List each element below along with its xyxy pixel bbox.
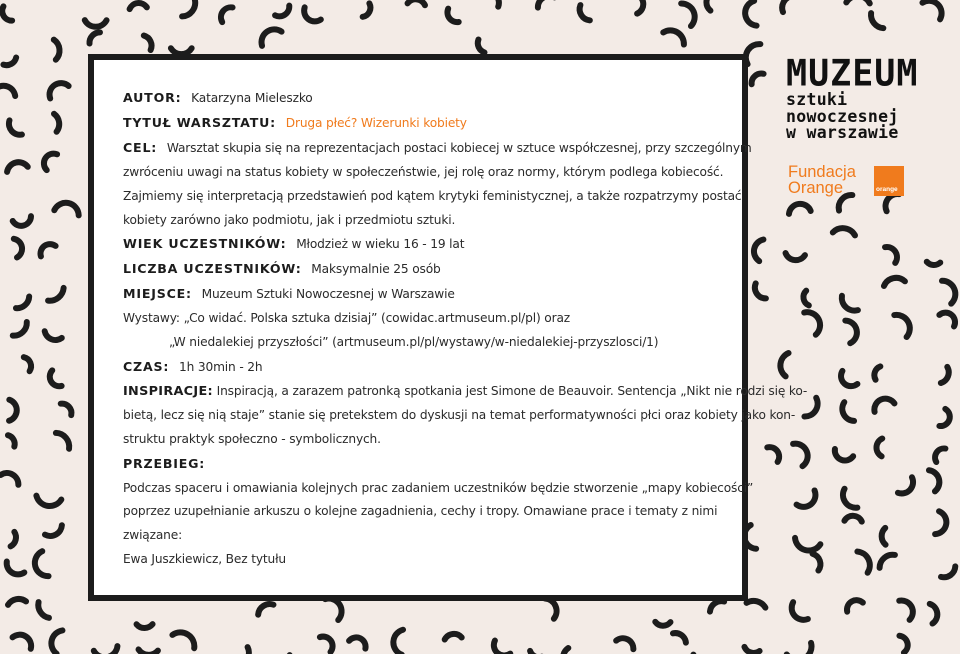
pattern-arc	[870, 13, 885, 28]
pattern-arc	[54, 199, 81, 221]
pattern-arc	[46, 628, 70, 653]
pattern-arc	[93, 644, 117, 654]
count-row	[123, 257, 723, 282]
pattern-arc	[794, 490, 819, 509]
pattern-arc	[6, 435, 17, 446]
pattern-arc	[46, 80, 70, 98]
pattern-arc	[837, 369, 857, 391]
pattern-arc	[8, 119, 22, 137]
time-value: 1h 30min - 2h	[178, 359, 263, 374]
pattern-arc	[3, 400, 20, 423]
pattern-arc	[258, 603, 273, 616]
pattern-arc	[809, 554, 823, 571]
pattern-arc	[7, 160, 28, 175]
pattern-arc	[45, 40, 65, 60]
pattern-arc	[785, 643, 814, 654]
pattern-arc	[941, 566, 955, 578]
pattern-arc	[5, 532, 20, 547]
sponsor-line: Orange	[788, 179, 844, 197]
pattern-arc	[48, 369, 61, 388]
pattern-arc	[655, 615, 670, 630]
author-value: Katarzyna Mieleszko	[191, 91, 313, 105]
pattern-arc	[320, 634, 335, 654]
pattern-arc	[927, 255, 940, 268]
pattern-arc	[936, 409, 953, 429]
logo-line: w warszawie	[786, 123, 899, 142]
pattern-arc	[579, 5, 591, 20]
pattern-arc	[61, 403, 72, 417]
pattern-arc	[8, 594, 26, 612]
pattern-arc	[691, 649, 715, 654]
inspiration-line: struktu praktyk społeczno - symbolicznych.	[123, 431, 381, 446]
pattern-arc	[873, 438, 889, 457]
place-row	[123, 282, 723, 307]
pattern-arc	[673, 631, 686, 645]
pattern-arc	[775, 352, 798, 376]
inspiration-row	[123, 380, 808, 404]
logo-line: nowoczesnej	[786, 106, 899, 126]
pattern-arc	[16, 296, 29, 309]
pattern-arc	[842, 402, 855, 421]
pattern-arc	[2, 6, 12, 21]
pattern-arc	[942, 281, 956, 304]
pattern-arc	[926, 470, 940, 491]
pattern-arc	[274, 6, 290, 17]
age-label: WIEK UCZESTNIKÓW:	[123, 236, 287, 252]
pattern-arc	[799, 398, 822, 418]
sponsor-line: Fundacja	[788, 163, 856, 181]
pattern-arc	[894, 313, 911, 338]
logo-title: MUZEUM	[786, 53, 919, 95]
process-row	[123, 452, 723, 477]
pattern-arc	[702, 0, 719, 11]
pattern-arc	[744, 0, 759, 26]
logo-line: sztuki	[786, 90, 848, 109]
pattern-arc	[871, 366, 885, 379]
pattern-arc	[930, 511, 950, 536]
inspiration-line: Inspiracją, a zarazem patronką spotkania jest Simone de Beauvoir. Sentencja „Nikt nie rodzi się ko-	[216, 383, 808, 398]
pattern-arc	[845, 599, 864, 612]
process-line: związane:	[123, 528, 183, 543]
pattern-arc	[751, 73, 765, 84]
pattern-arc	[447, 7, 459, 23]
pattern-arc	[44, 325, 62, 344]
workshop-description	[123, 86, 808, 572]
pattern-arc	[1, 469, 21, 490]
pattern-arc	[543, 599, 557, 619]
pattern-arc	[45, 0, 69, 7]
pattern-arc	[885, 245, 898, 264]
pattern-arc	[833, 222, 856, 245]
pattern-arc	[779, 0, 796, 12]
pattern-arc	[877, 528, 894, 545]
author-row	[123, 86, 723, 111]
pattern-arc	[21, 357, 33, 371]
pattern-arc	[538, 0, 555, 8]
pattern-arc	[616, 634, 635, 654]
pattern-arc	[884, 274, 905, 293]
process-line: Podczas spaceru i omawiania kolejnych prac zadaniem uczestników będzie stworzenie „mapy kobiecości”	[123, 480, 754, 495]
title-value: Druga płeć? Wizerunki kobiety	[285, 115, 467, 130]
exhibitions-line: Wystawy: „Co widać. Polska sztuka dzisiaj” (cowidac.artmuseum.pl/pl) oraz	[123, 311, 571, 326]
time-label: CZAS:	[123, 358, 170, 374]
pattern-arc	[880, 555, 895, 568]
pattern-arc	[832, 445, 853, 464]
pattern-arc	[4, 557, 24, 579]
pattern-arc	[872, 397, 895, 412]
pattern-arc	[530, 648, 542, 654]
pattern-arc	[558, 648, 576, 654]
pattern-arc	[136, 616, 152, 632]
place-label: MIEJSCE:	[123, 286, 192, 302]
pattern-arc	[897, 636, 908, 653]
pattern-arc	[922, 0, 945, 23]
pattern-arc	[180, 0, 198, 16]
place-value: Muzeum Sztuki Nowoczesnej w Warszawie	[201, 287, 455, 302]
pattern-arc	[0, 81, 16, 102]
pattern-arc	[663, 25, 686, 50]
count-label: LICZBA UCZESTNIKÓW:	[123, 261, 302, 277]
title-row	[123, 111, 723, 136]
pattern-arc	[749, 238, 770, 262]
process-line: poprzez uzupełnianie arkuszu o kolejne zagadnienia, cechy i tropy. Omawiane prace i tematy z nimi	[123, 504, 718, 519]
pattern-arc	[84, 11, 107, 31]
info-card	[88, 54, 808, 601]
pattern-arc	[841, 293, 858, 314]
pattern-arc	[34, 551, 48, 577]
pattern-arc	[747, 596, 766, 615]
pattern-arc	[3, 55, 16, 67]
pattern-arc	[10, 239, 23, 258]
goal-line: Zajmiemy się interpretacją przedstawień pod kątem krytyki feministycznej, a także rozpatrzymy postać	[123, 188, 742, 203]
pattern-arc	[172, 627, 197, 654]
process-label: PRZEBIEG:	[123, 455, 206, 471]
pattern-arc	[217, 6, 236, 23]
pattern-arc	[632, 0, 644, 14]
pattern-arc	[89, 32, 101, 43]
exhibitions-line: „W niedalekiej przyszłości” (artmuseum.pl/pl/wystawy/w-niedalekiej-przyszlosci/1)	[169, 335, 659, 350]
pattern-arc	[55, 433, 69, 449]
pattern-arc	[846, 0, 871, 13]
goal-line: Warsztat skupia się na reprezentacjach postaci kobiecej w sztuce współczesnej, przy szczególnym	[166, 140, 752, 155]
process-line: Ewa Juszkiewicz, Bez tytułu	[123, 552, 286, 567]
age-value: Młodzież w wieku 16 - 19 lat	[296, 237, 465, 252]
pattern-arc	[38, 242, 57, 256]
pattern-arc	[408, 0, 426, 12]
pattern-arc	[141, 36, 154, 50]
author-label: AUTOR:	[123, 90, 182, 105]
pattern-arc	[13, 216, 31, 226]
pattern-arc	[359, 3, 374, 17]
goal-line: kobiety zarówno jako podmiotu, jak i przedmiotu sztuki.	[123, 212, 456, 227]
pattern-arc	[710, 600, 724, 613]
pattern-arc	[258, 27, 284, 46]
pattern-arc	[230, 647, 252, 654]
time-row	[123, 355, 723, 380]
pattern-arc	[899, 599, 914, 622]
pattern-arc	[45, 524, 62, 537]
orange-badge-text: orange	[876, 186, 898, 193]
pattern-arc	[804, 310, 822, 336]
pattern-arc	[390, 628, 411, 654]
pattern-arc	[40, 150, 60, 170]
pattern-arc	[789, 599, 808, 623]
pattern-arc	[845, 321, 857, 344]
inspiration-line: bietą, lecz się nią staje” stanie się pretekstem do dyskusji na temat performatywności płci oraz kobiety jako kon-	[123, 407, 796, 422]
pattern-arc	[924, 604, 940, 624]
pattern-arc	[801, 290, 814, 305]
goal-line: zwróceniu uwagi na status kobiety w społeczeństwie, jej rolę oraz normy, którym podlega kobiecość.	[123, 164, 724, 179]
pattern-arc	[130, 0, 148, 15]
pattern-arc	[856, 552, 871, 573]
pattern-arc	[936, 367, 953, 383]
pattern-arc	[491, 638, 511, 654]
pattern-arc	[36, 602, 52, 618]
pattern-arc	[34, 487, 61, 511]
pattern-arc	[483, 0, 501, 10]
title-label: TYTUŁ WARSZTATU:	[123, 114, 277, 130]
pattern-arc	[793, 442, 809, 467]
age-row	[123, 232, 723, 257]
pattern-arc	[13, 630, 35, 653]
pattern-arc	[767, 445, 780, 463]
pattern-arc	[895, 477, 917, 496]
goal-row	[123, 136, 752, 161]
pattern-arc	[349, 634, 368, 652]
pattern-arc	[681, 3, 695, 26]
goal-label: CEL:	[123, 139, 158, 155]
pattern-arc	[744, 641, 759, 654]
pattern-arc	[755, 283, 766, 298]
pattern-arc	[12, 322, 27, 336]
museum-logo	[786, 53, 946, 142]
pattern-arc	[844, 512, 862, 528]
pattern-arc	[939, 309, 958, 329]
count-value: Maksymalnie 25 osób	[311, 262, 441, 277]
orange-badge	[874, 166, 904, 196]
pattern-arc	[932, 447, 949, 462]
pattern-arc	[842, 487, 857, 509]
pattern-arc	[475, 39, 488, 52]
inspiration-label: INSPIRACJE:	[123, 383, 213, 399]
pattern-arc	[46, 114, 64, 132]
pattern-arc	[789, 203, 811, 216]
pattern-arc	[301, 4, 321, 26]
pattern-arc	[784, 246, 805, 265]
pattern-arc	[445, 630, 462, 646]
pattern-arc	[48, 287, 64, 302]
pattern-arc	[138, 641, 158, 654]
